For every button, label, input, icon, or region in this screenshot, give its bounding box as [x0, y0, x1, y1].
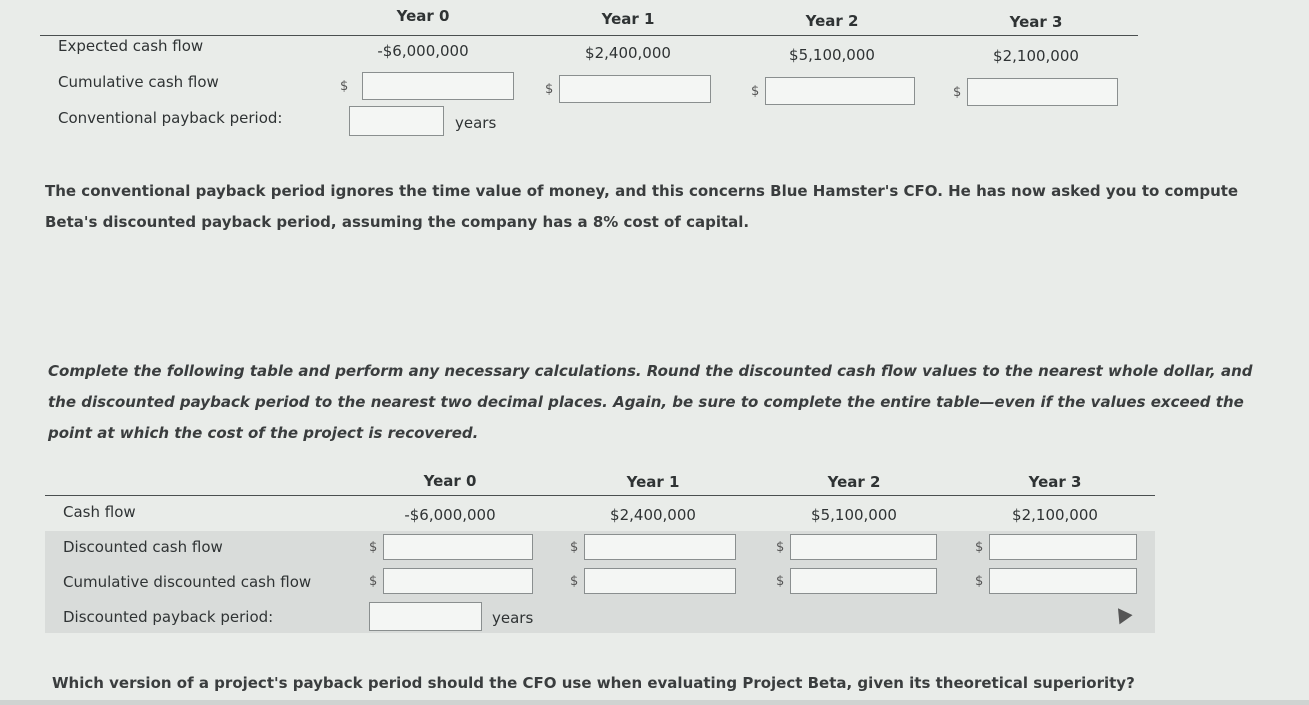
t2-discounted-year1-cell: [570, 534, 736, 560]
t1-header-year3: Year 3: [1009, 13, 1063, 31]
t2-discounted-year0-cell: [369, 534, 533, 560]
t2-discounted-year3-input[interactable]: [989, 534, 1137, 560]
instructions-text: Complete the following table and perform any necessary calculations. Round the discounted cash flow values to the nearest whole dollar, and the discounted payback period to the nearest two decimal places. Again,: [48, 362, 1253, 411]
t1-cumulative-year3-cell: [953, 78, 1118, 106]
t1-cumulative-year0-input[interactable]: [362, 72, 514, 100]
t1-header-year2: Year 2: [805, 12, 859, 30]
t2-cashflow-label: Cash flow: [63, 503, 136, 521]
t2-header-year1: Year 1: [626, 473, 680, 491]
payback-version-question: Which version of a project's payback period should the CFO use when evaluating Project Beta, given its theoretical superiority?: [52, 674, 1135, 692]
t2-cumulative-year3-cell: [975, 568, 1137, 594]
t2-discounted-year0-input[interactable]: [383, 534, 533, 560]
t2-header-year0: Year 0: [423, 472, 477, 490]
t1-cumulative-year2-input[interactable]: [765, 77, 915, 105]
dollar-sign: $: [369, 539, 378, 555]
instructions-emphasis: be sure to complete the entire table—even if the values exceed the point at which the cost of the project is recovered.: [48, 393, 1244, 442]
t2-cumulative-year3-input[interactable]: [989, 568, 1137, 594]
t1-cumulative-year3-input[interactable]: [967, 78, 1118, 106]
dollar-sign: $: [975, 539, 984, 555]
t1-expected-year1: $2,400,000: [585, 44, 671, 62]
dollar-sign: $: [545, 81, 554, 97]
dollar-sign: $: [751, 83, 760, 99]
t1-payback-label: Conventional payback period:: [58, 109, 283, 127]
t2-discounted-year1-input[interactable]: [584, 534, 736, 560]
bottom-edge: [0, 700, 1309, 705]
t1-expected-year0: -$6,000,000: [377, 42, 469, 60]
dollar-sign: $: [369, 573, 378, 589]
t1-cumulative-year1-input[interactable]: [559, 75, 711, 103]
discounted-payback-input[interactable]: [369, 602, 482, 631]
t1-expected-year2: $5,100,000: [789, 46, 875, 64]
t1-header-rule: [40, 35, 1138, 36]
t1-cumulative-label: Cumulative cash flow: [58, 73, 219, 91]
t2-years-label: years: [492, 609, 534, 627]
t2-cashflow-year3: $2,100,000: [1012, 506, 1098, 524]
t2-header-year3: Year 3: [1028, 473, 1082, 491]
t2-payback-label: Discounted payback period:: [63, 608, 274, 626]
t2-header-rule: [45, 495, 1155, 496]
t1-cumulative-year1-cell: [545, 75, 711, 103]
t1-expected-year3: $2,100,000: [993, 47, 1079, 65]
dollar-sign: $: [570, 539, 579, 555]
t2-cashflow-year2: $5,100,000: [811, 506, 897, 524]
t2-header-year2: Year 2: [827, 473, 881, 491]
t2-cashflow-year1: $2,400,000: [610, 506, 696, 524]
t2-cumulative-year1-input[interactable]: [584, 568, 736, 594]
t2-cumulative-year0-cell: [369, 568, 533, 594]
t2-cashflow-year0: -$6,000,000: [404, 506, 496, 524]
t1-expected-label: Expected cash flow: [58, 37, 204, 55]
t1-years-label: years: [455, 114, 497, 132]
dollar-sign: $: [953, 84, 962, 100]
t1-cumulative-year0-cell: [340, 72, 514, 100]
dollar-sign: $: [776, 539, 785, 555]
dollar-sign: $: [340, 78, 349, 94]
t2-discounted-year2-input[interactable]: [790, 534, 937, 560]
dollar-sign: $: [975, 573, 984, 589]
t2-cumulative-year0-input[interactable]: [383, 568, 533, 594]
cfo-concern-paragraph: The conventional payback period ignores the time value of money, and this concerns Blue Hamster's CFO. He has now asked you to compute Beta's discounted payback period, assuming the company has a 8% cost of capital.: [45, 182, 1239, 231]
t2-cumulative-year1-cell: [570, 568, 736, 594]
dollar-sign: $: [570, 573, 579, 589]
t1-header-year0: Year 0: [396, 7, 450, 25]
t1-header-year1: Year 1: [601, 10, 655, 28]
t2-discounted-year3-cell: [975, 534, 1137, 560]
instructions-paragraph: [48, 356, 1273, 449]
t2-discounted-year2-cell: [776, 534, 937, 560]
t2-discounted-label: Discounted cash flow: [63, 538, 223, 556]
t1-cumulative-year2-cell: [751, 77, 915, 105]
t2-cumulative-year2-cell: [776, 568, 937, 594]
conventional-payback-input[interactable]: [349, 106, 444, 136]
dollar-sign: $: [776, 573, 785, 589]
t2-cumulative-label: Cumulative discounted cash flow: [63, 573, 312, 591]
t2-cumulative-year2-input[interactable]: [790, 568, 937, 594]
